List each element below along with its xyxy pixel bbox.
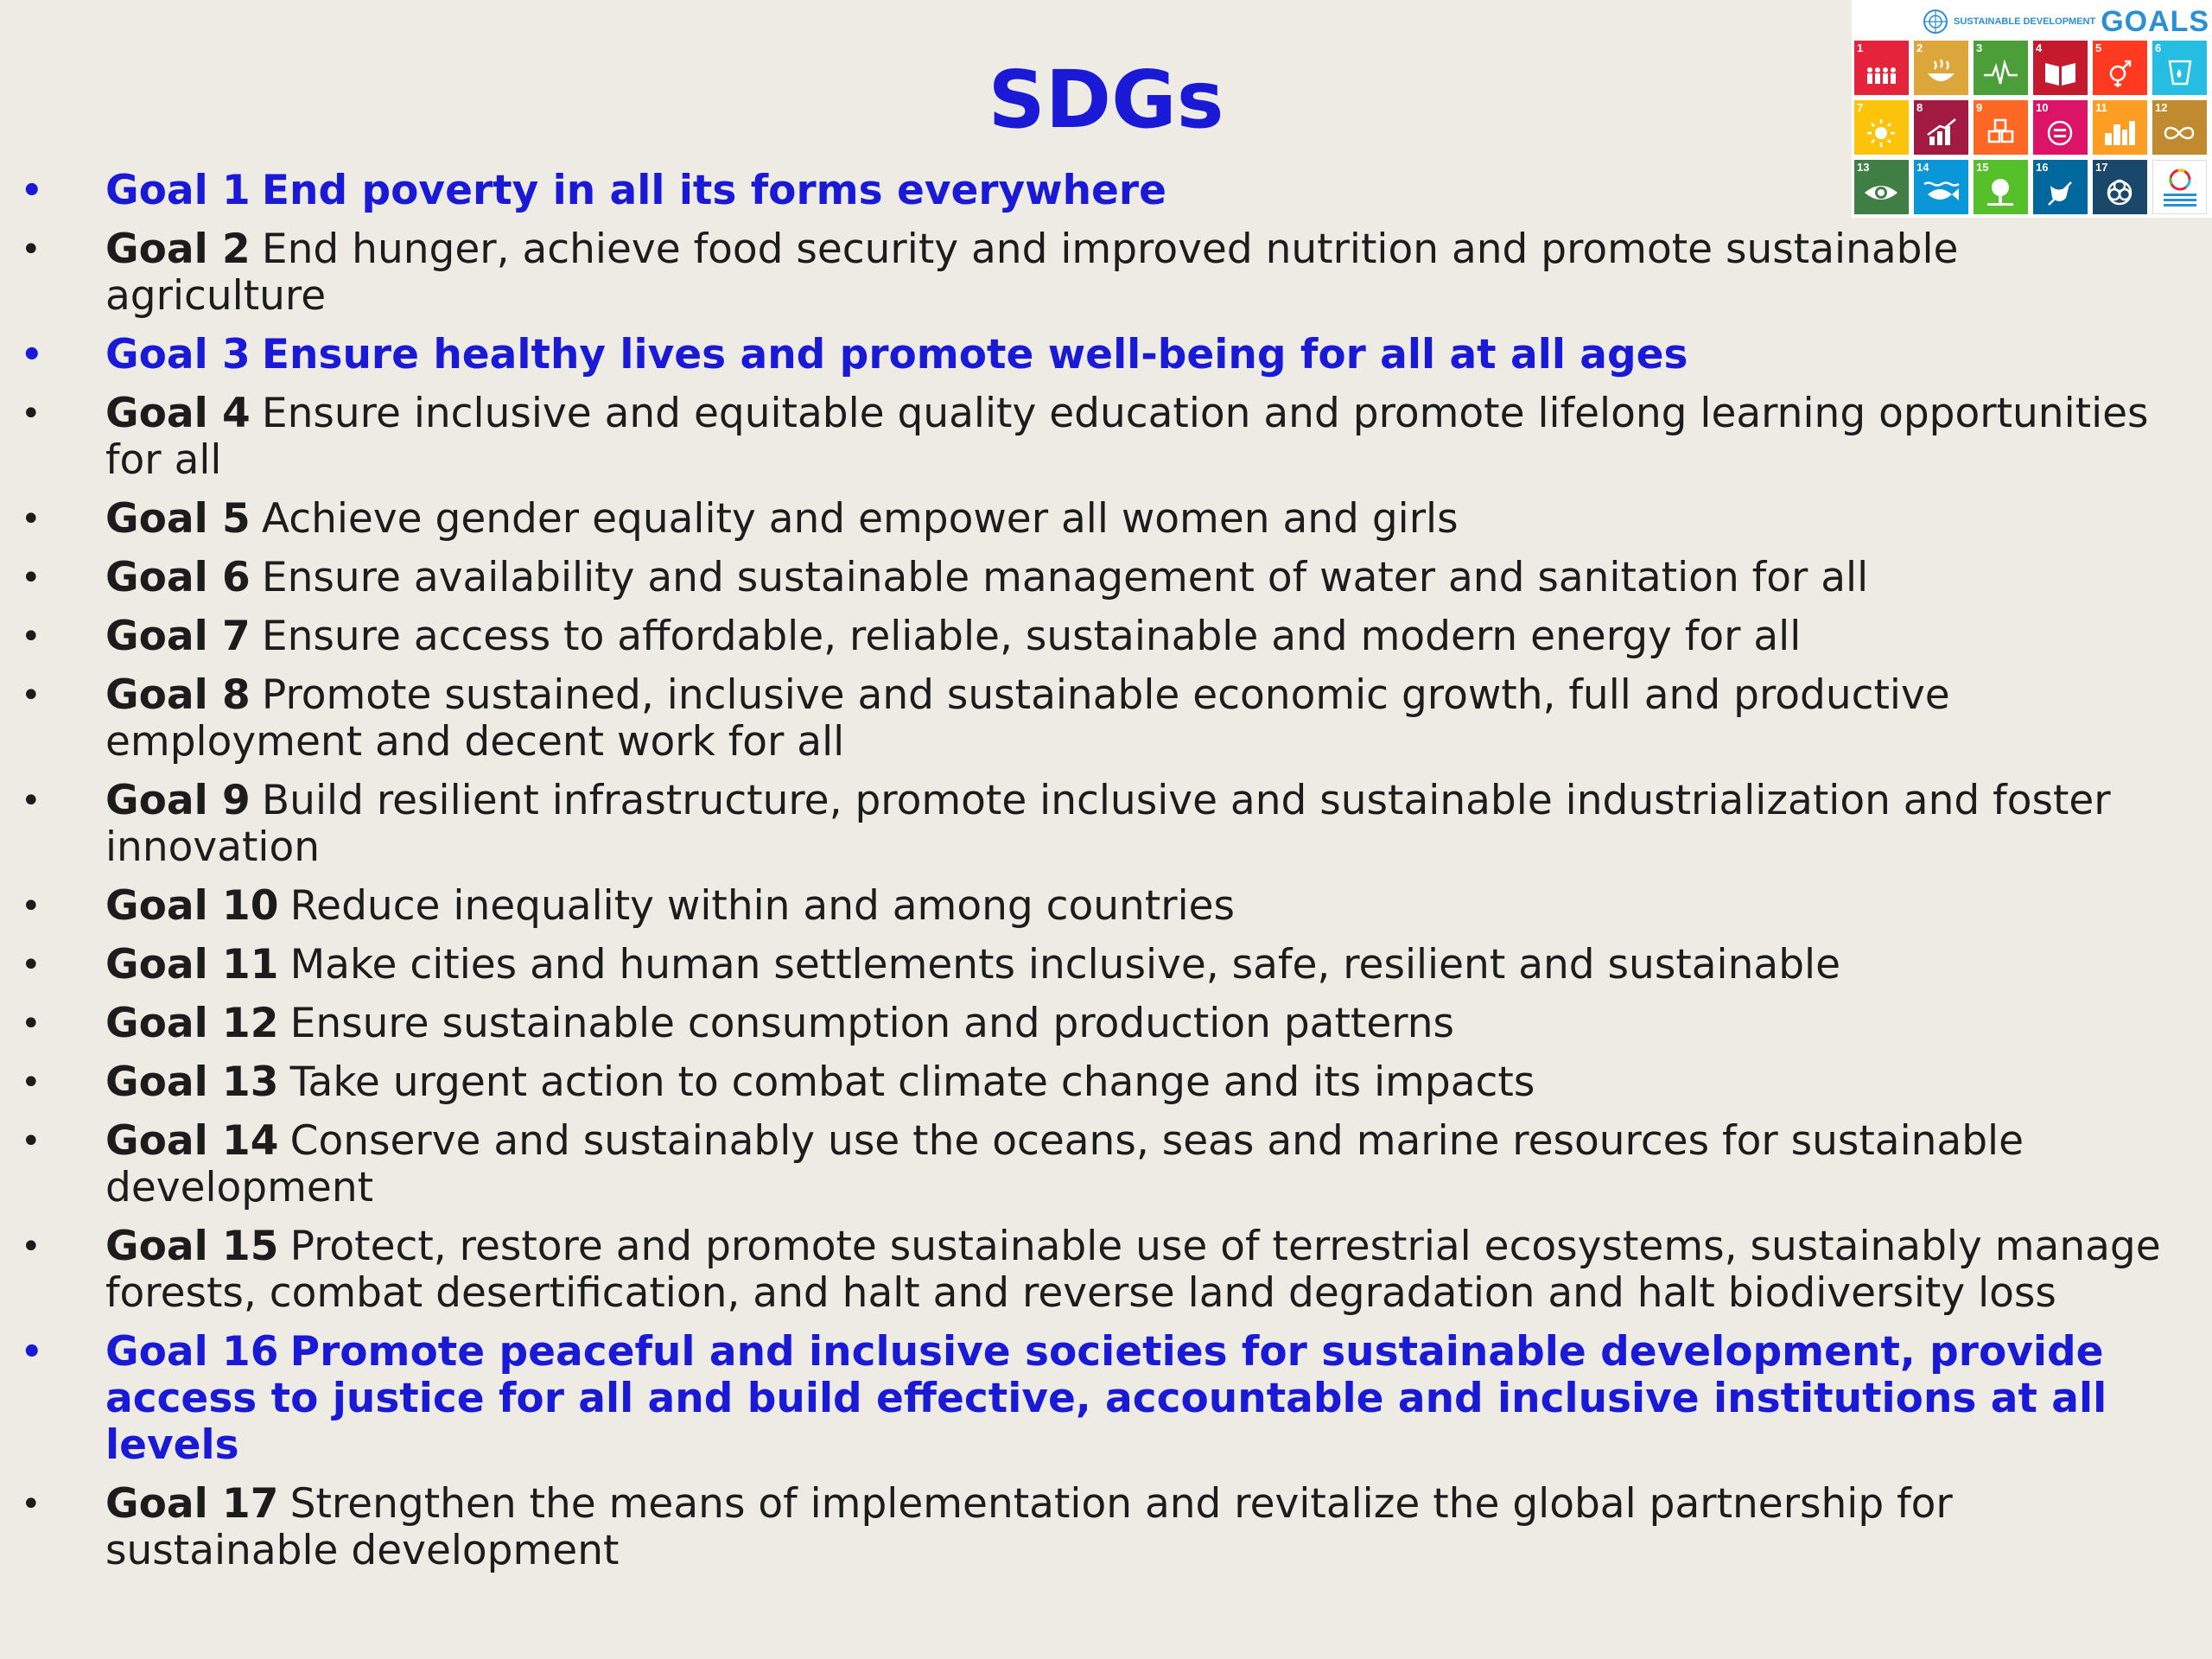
sdg-tile-number: 4 [2036, 41, 2043, 54]
goal-number: Goal 4 [105, 390, 251, 437]
goal-text: Make cities and human settlements inclusive, safe, resilient and sustainable [289, 941, 1841, 988]
sdg-tile-4 [2033, 41, 2088, 95]
goal-number: Goal 9 [105, 777, 251, 824]
goal-item [17, 496, 2177, 543]
sdg-tile-number: 7 [1857, 101, 1864, 114]
un-emblem-icon [1923, 9, 1948, 35]
sdg-logo [1852, 0, 2212, 218]
goal-text: Achieve gender equality and empower all women and girls [261, 495, 1459, 543]
sdg-tile-logo [2152, 160, 2207, 214]
goal-text: Build resilient infrastructure, promote inclusive and sustainable industrialization and foster innovation [105, 777, 2111, 871]
sdg-tile-number: 12 [2155, 101, 2168, 114]
bullet: • [21, 230, 41, 270]
goal-item [17, 1118, 2177, 1211]
sdg-wheel-icon [2153, 161, 2207, 214]
goal-item [17, 1059, 2177, 1106]
sdg-tile-17 [2093, 160, 2147, 214]
bullet: • [21, 676, 41, 715]
goal-text: Ensure access to affordable, reliable, sustainable and modern energy for all [261, 613, 1802, 660]
slide-title: SDGs [988, 54, 1224, 146]
sdg-tile-2 [1914, 41, 1968, 95]
bullet: • [21, 1122, 41, 1161]
sdg-tile-number: 6 [2155, 41, 2162, 54]
goal-number: Goal 7 [105, 613, 251, 660]
sdg-tile-9 [1974, 100, 2028, 155]
bullet: • [21, 1484, 41, 1524]
sdg-tile-number: 9 [1976, 101, 1983, 114]
goal-text: Promote peaceful and inclusive societies for sustainable development, provide access to justice for all and build effective, accountable and inclusive institutions at all levels [105, 1328, 2107, 1469]
bullet: • [21, 781, 41, 821]
goal-text: Protect, restore and promote sustainable use of terrestrial ecosystems, sustainably manage forests, combat desertification, and halt and reverse land degradation and halt biodiversity loss [105, 1223, 2161, 1317]
sdg-tile-number: 14 [1916, 161, 1929, 174]
goal-item [17, 778, 2177, 871]
goal-item [17, 1329, 2177, 1469]
goal-text: Ensure availability and sustainable management of water and sanitation for all [261, 554, 1869, 601]
bullet: • [21, 1227, 41, 1267]
goal-text: Ensure sustainable consumption and production patterns [289, 1000, 1455, 1047]
bullet: • [21, 887, 41, 926]
goal-text: Reduce inequality within and among countries [289, 882, 1236, 930]
sdg-tile-3 [1974, 41, 2028, 95]
goal-item [17, 555, 2177, 601]
sdg-tile-15 [1974, 160, 2028, 214]
goal-text: Ensure inclusive and equitable quality education and promote lifelong learning opportunities for all [105, 390, 2149, 484]
bullet: • [21, 945, 41, 985]
bullet: • [21, 1063, 41, 1103]
sdg-tile-number: 5 [2095, 41, 2102, 54]
goal-item [17, 1224, 2177, 1317]
brand-small-text: SUSTAINABLE DEVELOPMENT [1954, 16, 2096, 27]
bullet: • [21, 171, 43, 211]
sdg-tile-number: 2 [1916, 41, 1923, 54]
sdg-tile-10 [2033, 100, 2088, 155]
goal-item [17, 672, 2177, 766]
bullet: • [21, 617, 41, 657]
sdg-tile-5 [2093, 41, 2147, 95]
goal-item [17, 332, 2177, 378]
goal-text: End poverty in all its forms everywhere [261, 167, 1166, 214]
sdg-tile-6 [2152, 41, 2207, 95]
goal-item [17, 613, 2177, 660]
bullet: • [21, 394, 41, 434]
goal-item [17, 1481, 2177, 1574]
sdg-tile-number: 8 [1916, 101, 1923, 114]
goal-number: Goal 6 [105, 554, 251, 601]
sdg-brand [1923, 5, 2209, 38]
goal-number: Goal 13 [105, 1058, 279, 1106]
sdg-tile-number: 17 [2095, 161, 2108, 174]
bullet: • [21, 1332, 43, 1372]
goal-item [17, 1001, 2177, 1047]
goal-text: Conserve and sustainably use the oceans, seas and marine resources for sustainable development [105, 1117, 2024, 1211]
sdg-tile-number: 16 [2036, 161, 2049, 174]
goal-text: Strengthen the means of implementation and revitalize the global partnership for sustainable development [105, 1480, 1953, 1574]
goal-number: Goal 2 [105, 226, 251, 273]
sdg-tile-number: 10 [2036, 101, 2049, 114]
sdg-tile-8 [1914, 100, 1968, 155]
bullet: • [21, 1004, 41, 1044]
goal-number: Goal 11 [105, 941, 279, 988]
goals-list [17, 168, 2177, 1586]
goal-number: Goal 17 [105, 1480, 279, 1528]
goal-text: Ensure healthy lives and promote well-being for all at all ages [261, 331, 1688, 378]
brand-goals-text: GOALS [2101, 4, 2210, 38]
goal-item [17, 942, 2177, 988]
goal-number: Goal 3 [105, 331, 251, 378]
goal-number: Goal 1 [105, 167, 251, 214]
sdg-tile-14 [1914, 160, 1968, 214]
goal-number: Goal 12 [105, 1000, 279, 1047]
goal-item [17, 226, 2177, 320]
goal-text: Take urgent action to combat climate change and its impacts [289, 1058, 1535, 1106]
sdg-tile-16 [2033, 160, 2088, 214]
sdg-tile-13 [1854, 160, 1909, 214]
bullet: • [21, 499, 41, 539]
sdg-tile-1 [1854, 41, 1909, 95]
goal-item [17, 883, 2177, 930]
sdg-tile-7 [1854, 100, 1909, 155]
sdg-tile-number: 3 [1976, 41, 1983, 54]
goal-text: Promote sustained, inclusive and sustainable economic growth, full and productive employment and decent work for all [105, 671, 1950, 766]
sdg-tile-number: 1 [1857, 41, 1864, 54]
bullet: • [21, 558, 41, 598]
goal-number: Goal 16 [105, 1328, 279, 1376]
sdg-tile-12 [2152, 100, 2207, 155]
goal-number: Goal 15 [105, 1223, 279, 1270]
goal-number: Goal 5 [105, 495, 251, 543]
sdg-tile-11 [2093, 100, 2147, 155]
goal-number: Goal 14 [105, 1117, 279, 1165]
goal-text: End hunger, achieve food security and improved nutrition and promote sustainable agriculture [105, 226, 1959, 320]
goal-item [17, 391, 2177, 484]
bullet: • [21, 335, 43, 375]
sdg-tile-number: 11 [2095, 101, 2107, 114]
sdg-tile-number: 15 [1976, 161, 1989, 174]
sdg-tile-number: 13 [1857, 161, 1870, 174]
goal-number: Goal 8 [105, 671, 251, 719]
goal-number: Goal 10 [105, 882, 279, 930]
sdg-tiles-grid [1854, 41, 2210, 214]
